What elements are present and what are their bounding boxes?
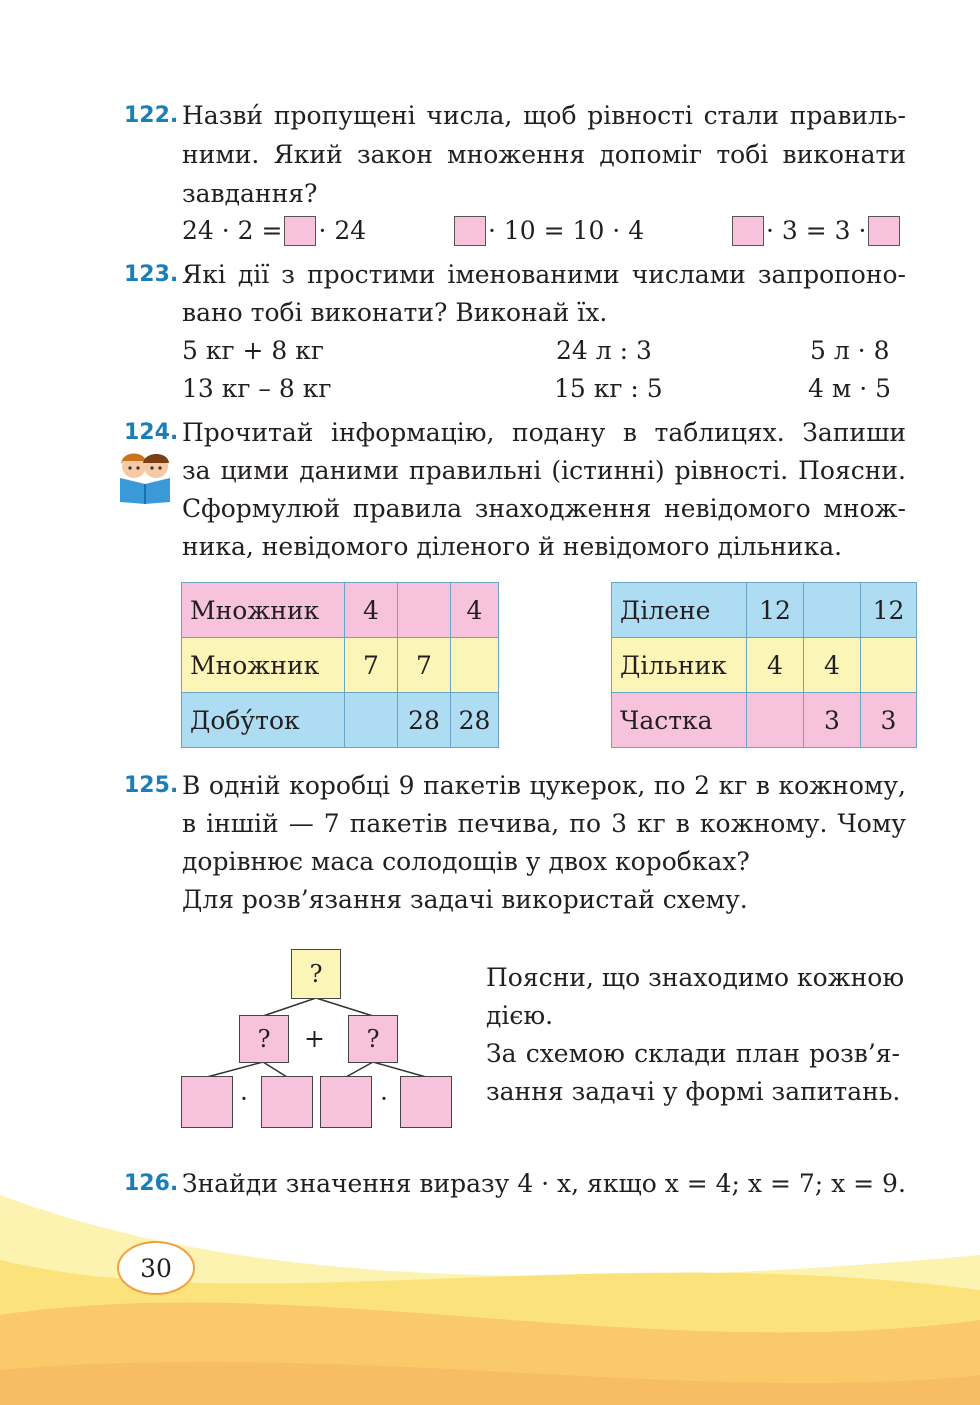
exercise-126-number: 126. <box>124 1171 179 1196</box>
equation-1-right: · 24 <box>318 216 367 245</box>
scheme-mid-left-box: ? <box>239 1015 289 1063</box>
scheme-bottom-box <box>261 1076 313 1128</box>
exercise-126-text: Знайди значення виразу 4 · x, якщо x = 4; x = 7; x = 9. <box>182 1169 906 1198</box>
table-cell: 7 <box>398 638 451 693</box>
exercise-125-number: 125. <box>124 773 179 798</box>
scheme-dot-sign: · <box>380 1084 388 1113</box>
exercise-124-text-line: Прочитай інформацію, подану в таблицях. Запиши <box>182 418 906 447</box>
scheme-top-box: ? <box>291 949 341 999</box>
table-cell: 4 <box>451 583 499 638</box>
scheme-bottom-box <box>181 1076 233 1128</box>
scheme-side-text-line: За схемою склади план розв’я- <box>486 1039 900 1068</box>
exercise-124-text-line: за цими даними правильні (істинні) рівності. Поясни. <box>182 456 906 485</box>
expression: 5 л · 8 <box>810 336 890 365</box>
page-number: 30 <box>117 1241 195 1295</box>
equation-3-right: · 3 = 3 · <box>766 216 867 245</box>
scheme-plus-sign: + <box>304 1024 325 1053</box>
table-cell: Добу́ток <box>182 693 345 748</box>
exercise-124-text-line: Сформулюй правила знаходження невідомого множ- <box>182 494 906 523</box>
table-cell: Дільник <box>612 638 747 693</box>
expression: 24 л : 3 <box>556 336 652 365</box>
table-cell: 3 <box>861 693 917 748</box>
scheme-bottom-box <box>400 1076 452 1128</box>
table-cell: 12 <box>861 583 917 638</box>
exercise-122-number: 122. <box>124 103 179 128</box>
exercise-125-text-line: В одній коробці 9 пакетів цукерок, по 2 кг в кожному, <box>182 771 906 800</box>
exercise-122-text-line: Назви́ пропущені числа, щоб рівності стали правиль- <box>182 101 906 130</box>
table-cell: 4 <box>345 583 398 638</box>
table-cell: Ділене <box>612 583 747 638</box>
expression: 4 м · 5 <box>808 374 892 403</box>
equation-2-right: · 10 = 10 · 4 <box>488 216 645 245</box>
scheme-mid-right-box: ? <box>348 1015 398 1063</box>
table-cell: Частка <box>612 693 747 748</box>
exercise-123-text-line: Які дії з простими іменованими числами запропоно- <box>182 260 906 289</box>
table-cell: 3 <box>804 693 861 748</box>
expression: 5 кг + 8 кг <box>182 336 324 365</box>
exercise-124-number: 124. <box>124 420 179 445</box>
exercise-125-text-line: в іншій — 7 пакетів печива, по 3 кг в кожному. Чому <box>182 809 906 838</box>
table-cell: Множник <box>182 638 345 693</box>
table-cell: Множник <box>182 583 345 638</box>
expression: 15 кг : 5 <box>554 374 663 403</box>
table-cell: 7 <box>345 638 398 693</box>
exercise-123-number: 123. <box>124 262 179 287</box>
scheme-dot-sign: · <box>240 1084 248 1113</box>
table-cell: 28 <box>398 693 451 748</box>
equation-1-left: 24 · 2 = <box>182 216 283 245</box>
exercise-123-text-line: вано тобі виконати? Виконай їх. <box>182 298 608 327</box>
exercise-122-text-line: ними. Який закон множення допоміг тобі виконати <box>182 140 906 169</box>
exercise-124-text-line: ника, невідомого діленого й невідомого дільника. <box>182 532 843 561</box>
exercise-125-text-line: дорівнює маса солодощів у двох коробках? <box>182 847 750 876</box>
exercise-125-text-line: Для розв’язання задачі використай схему. <box>182 885 748 914</box>
scheme-side-text-line: дією. <box>486 1001 554 1030</box>
table-cell: 4 <box>804 638 861 693</box>
scheme-side-text-line: зання задачі у формі запитань. <box>486 1077 901 1106</box>
table-cell: 4 <box>747 638 804 693</box>
exercise-122-text-line: завдання? <box>182 179 318 208</box>
scheme-bottom-box <box>320 1076 372 1128</box>
table-cell: 12 <box>747 583 804 638</box>
expression: 13 кг – 8 кг <box>182 374 332 403</box>
table-cell: 28 <box>451 693 499 748</box>
scheme-side-text-line: Поясни, що знаходимо кожною <box>486 963 905 992</box>
